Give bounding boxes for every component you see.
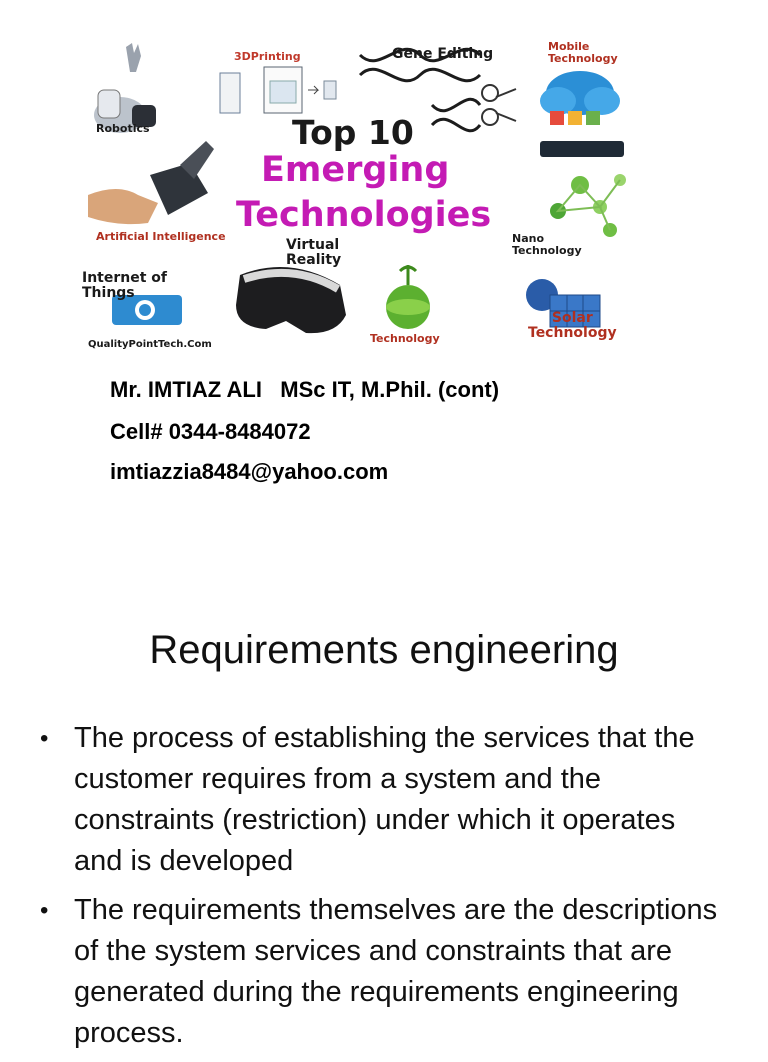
bullet-item	[40, 718, 730, 882]
slide-title: Requirements engineering	[149, 628, 619, 672]
bullet-item	[40, 890, 730, 1054]
vr-headset-icon	[236, 267, 346, 333]
bullet-text: The requirements themselves are the descriptions of the system services and constraints that are generated during the requirements engineering process.	[74, 894, 718, 1049]
presenter-email: imtiazzia8484@yahoo.com	[110, 459, 389, 484]
solar-technology-label: Solar Technology	[528, 310, 617, 341]
iot-label: Internet of Things	[82, 270, 168, 301]
robotics-label: Robotics	[96, 122, 150, 135]
nano-molecule-icon	[550, 174, 626, 237]
3d-printing-label: 3DPrinting	[234, 50, 301, 63]
ai-label: Artificial Intelligence	[96, 230, 226, 243]
bullet-text: The process of establishing the services that the customer requires from a system and the constraints (restriction) under which it operates and is developed	[74, 722, 695, 877]
bullet-list	[40, 718, 730, 1062]
presenter-name: Mr. IMTIAZ ALI MSc IT, M.Phil. (cont)	[110, 377, 500, 402]
green-globe-icon	[386, 265, 430, 329]
gene-editing-label: Gene Editing	[392, 46, 494, 62]
mobile-technology-label: Mobile Technology	[548, 40, 618, 65]
headline-technologies: Technologies	[236, 195, 492, 235]
presenter-cell: Cell# 0344-8484072	[110, 419, 311, 444]
bullet-marker: •	[40, 897, 49, 924]
mobile-cloud-icon	[540, 71, 624, 157]
robot-icon	[94, 43, 156, 133]
emerging-technologies-infographic	[80, 35, 640, 355]
ai-handshake-icon	[88, 141, 214, 224]
green-technology-label: Technology	[370, 332, 440, 345]
virtual-reality-label: Virtual Reality	[286, 237, 342, 268]
nano-technology-label: Nano Technology	[512, 232, 582, 257]
headline-top-10: Top 10	[292, 113, 414, 152]
requirements-slide	[0, 540, 768, 1049]
source-credit: QualityPointTech.Com	[88, 339, 212, 350]
3d-printer-icon	[220, 67, 336, 113]
headline-emerging: Emerging	[261, 150, 450, 190]
bullet-marker: •	[40, 725, 49, 752]
